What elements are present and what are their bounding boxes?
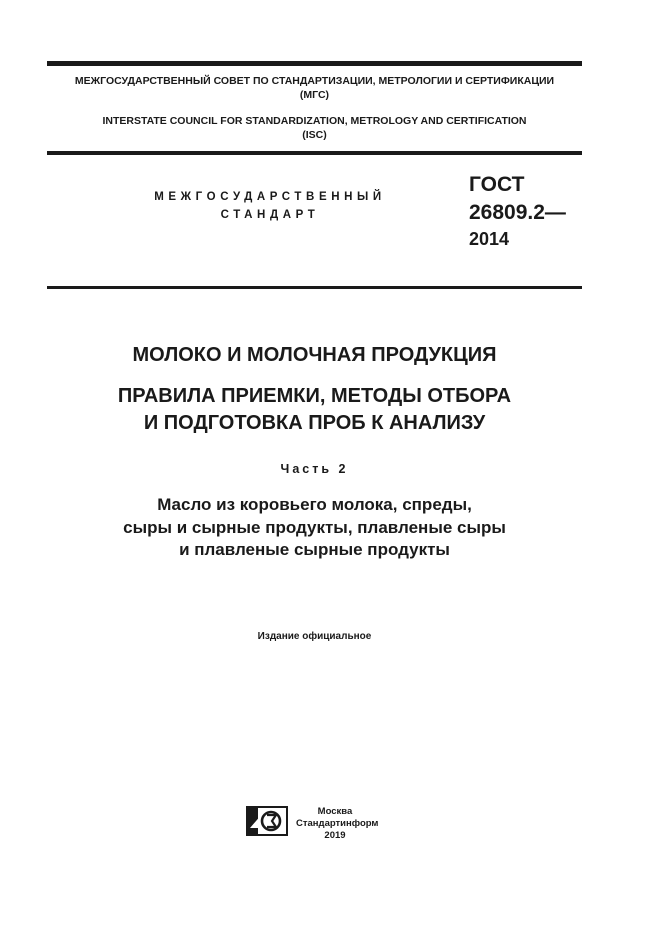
council-name-en-line1: INTERSTATE COUNCIL FOR STANDARDIZATION, METROLOGY AND CERTIFICATION <box>102 115 527 127</box>
subtitle-block <box>47 383 582 437</box>
lower-rule <box>47 286 582 289</box>
publisher-city: Москва <box>317 806 353 817</box>
council-name-ru <box>47 74 582 102</box>
middle-rule <box>47 151 582 155</box>
part-title-line1: Масло из коровьего молока, спреды, <box>157 495 472 514</box>
subtitle-line2: И ПОДГОТОВКА ПРОБ К АНАЛИЗУ <box>143 412 486 434</box>
part-number: Часть 2 <box>280 462 349 476</box>
standard-type-line1: МЕЖГОСУДАРСТВЕННЫЙ <box>154 191 386 203</box>
publisher-block <box>296 806 379 842</box>
gost-designation <box>469 171 566 251</box>
council-abbr-ru: (МГС) <box>299 89 330 101</box>
council-name-ru-line1: МЕЖГОСУДАРСТВЕННЫЙ СОВЕТ ПО СТАНДАРТИЗАЦИИ, МЕТРОЛОГИИ И СЕРТИФИКАЦИИ <box>74 75 555 87</box>
standard-type-line2: СТАНДАРТ <box>220 209 320 221</box>
top-rule <box>47 61 582 66</box>
main-title: МОЛОКО И МОЛОЧНАЯ ПРОДУКЦИЯ <box>132 344 497 366</box>
standard-type <box>130 188 410 224</box>
council-name-en <box>47 114 582 142</box>
part-title-line2: сыры и сырные продукты, плавленые сыры <box>123 517 506 537</box>
gost-year: 2014 <box>469 229 510 249</box>
standartinform-logo-icon <box>246 806 288 836</box>
publisher-year: 2019 <box>324 830 346 841</box>
council-abbr-en: (ISC) <box>302 129 327 141</box>
gost-label: ГОСТ <box>469 173 525 196</box>
publisher-name: Стандартинформ <box>296 818 379 829</box>
gost-number: 26809.2— <box>469 201 566 224</box>
part-title-line3: и плавленые сырные продукты <box>179 540 450 559</box>
part-title <box>47 494 582 562</box>
subtitle-line1: ПРАВИЛА ПРИЕМКИ, МЕТОДЫ ОТБОРА <box>117 385 512 407</box>
edition-label: Издание официальное <box>257 631 372 642</box>
